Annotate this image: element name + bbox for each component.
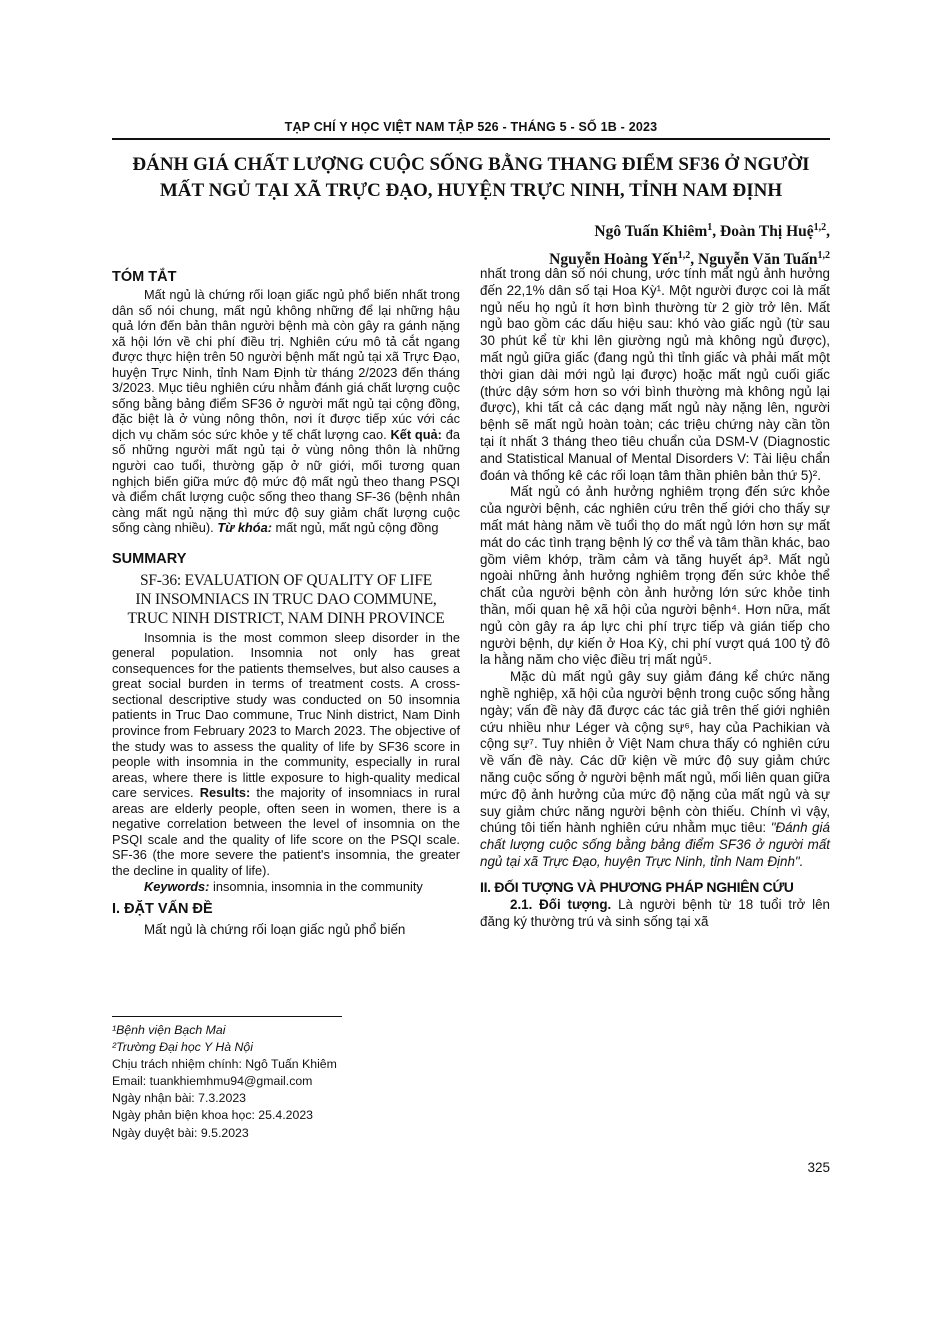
summary-text: Insomnia is the most common sleep disorder in the general population. Insomnia not only has great consequences for the patients themselves, but also causes a great social burden in terms of treatment costs. A cross-sectional descriptive study was conducted on 50 insomnia patients in Truc Dao commune, Truc Ninh district, Nam Dinh province from February 2023 to March 2023. The objective of the study was to assess the quality of life by SF36 score in people with insomnia in the community, especially in rural areas, where there is little exposure to high-quality medical care services.: [112, 629, 460, 801]
author-affiliation: 1,2: [817, 250, 830, 262]
author-separator: ,: [826, 223, 830, 241]
author-affiliation: 1,2: [813, 222, 827, 233]
author-affiliation: 1: [707, 222, 713, 233]
summary-title-line-1: SF-36: EVALUATION OF QUALITY OF LIFE: [139, 571, 433, 589]
summary-title: [112, 571, 460, 628]
footnote-affiliation-1: ¹Bệnh viện Bạch Mai: [112, 1023, 226, 1037]
right-column: [480, 266, 830, 931]
methods-heading: II. ĐỐI TƯỢNG VÀ PHƯƠNG PHÁP NGHIÊN CỨU: [480, 878, 794, 895]
footnote-reviewed: Ngày phản biện khoa học: 25.4.2023: [112, 1108, 314, 1123]
summary-heading: SUMMARY: [112, 550, 187, 567]
summary-title-line-2: IN INSOMNIACS IN TRUC DAO COMMUNE,: [135, 590, 437, 608]
author-name: Ngô Tuấn Khiêm: [594, 223, 708, 241]
author-line-1: [549, 216, 830, 244]
summary-title-line-3: TRUC NINH DISTRICT, NAM DINH PROVINCE: [127, 609, 445, 627]
summary-keywords-label: Keywords:: [144, 878, 210, 894]
abstract-vi-text: Mất ngủ là chứng rối loạn giấc ngủ phổ biến nhất trong dân số nói chung, mất ngủ không những để lại những hậu quả lớn đến bản thân người bệnh mà còn gây ra gánh nặng xã hội lớn về chi phí điều trị. Nghiên cứu mô tả cắt ngang được thực hiện trên 50 người bệnh mất ngủ tại xã Trực Đạo, huyện Trực Ninh, tỉnh Nam Định từ tháng 2/2023 đến tháng 3/2023. Mục tiêu nghiên cứu nhằm đánh giá chất lượng cuộc sống bằng bảng điểm SF36 ở người mất ngủ tại cộng đồng, đặc biệt là ở vùng nông thôn, nơi ít được tiếp xúc với các dịch vụ chăm sóc sức khỏe y tế chất lượng cao.: [112, 287, 460, 442]
intro-paragraph-3: [480, 669, 830, 871]
author-separator: ,: [712, 223, 721, 241]
footnote-received: Ngày nhận bài: 7.3.2023: [112, 1091, 247, 1106]
article-title-line-2: MẤT NGỦ TẠI XÃ TRỰC ĐẠO, HUYỆN TRỰC NINH, TỈNH NAM ĐỊNH: [159, 180, 783, 201]
journal-header: TẠP CHÍ Y HỌC VIỆT NAM TẬP 526 - THÁNG 5 - SỐ 1B - 2023: [284, 120, 658, 134]
author-list: [549, 216, 830, 272]
intro-paragraph-1: nhất trong dân số nói chung, ước tính mất ngủ ảnh hưởng đến 22,1% dân số tại Hoa Kỳ¹. Một người được coi là mất ngủ nếu họ ngủ ít hơn bình thường từ 2 giờ trở lên. Mất ngủ bao gồm các dấu hiệu sau: khó vào giấc ngủ (từ sau 30 phút kể từ khi lên giường ngủ mà không ngủ được), mất ngủ giữa giấc (đang ngủ thì tỉnh giấc và phải mất một thời gian dài mới ngủ lại được) hoặc mất ngủ cuối giấc (thức dậy sớm hơn so với bình thường mà không ngủ lại được), khi tất cả các dạng mất ngủ này nặng lên, người bệnh sẽ mất ngủ hoàn toàn; các triệu chứng này cần tồn tại ít nhất 3 tháng theo tiêu chuẩn của DSM-V (Diagnostic and Statistical Manual of Mental Disorders V: Tài liệu chẩn đoán và thống kê các rối loạn tâm thần phiên bản thứ 5)².: [480, 266, 830, 483]
abstract-vi-results-label: Kết quả:: [390, 426, 442, 442]
abstract-vi-results-text: đa số những người mất ngủ tại ở vùng nông thôn là những người cao tuổi, thường gặp ở nữ giới, mối tương quan nghịch biến giữa mức độ mức độ mất ngủ theo thang PSQI và điểm chất lượng cuộc sống theo thang SF-36 (bệnh nhân càng mất ngủ nặng thì mức độ suy giảm chất lượng cuộc sống càng nhiều).: [112, 426, 460, 536]
abstract-vi-body: [112, 287, 460, 536]
summary-results-label: Results:: [199, 785, 251, 801]
header-rule: [112, 138, 830, 140]
footnote-accepted: Ngày duyệt bài: 9.5.2023: [112, 1125, 249, 1140]
footnote-rule: [112, 1016, 342, 1017]
footnote-affiliation-2: ²Trường Đại học Y Hà Nội: [112, 1040, 253, 1055]
page-number: 325: [807, 1160, 830, 1175]
methods-subject: [480, 897, 830, 931]
summary-keywords: insomnia, insomnia in the community: [212, 878, 423, 894]
intro-paragraph-3-text: Mặc dù mất ngủ gây suy giảm đáng kể chức năng nghề nghiệp, xã hội của người bệnh trong cuộc sống hằng ngày; vấn đề này đã được các tác giả trên thế giới nghiên cứu nhiều như Léger và cộng sự⁶, hay của Pachikian và cộng sự⁷. Tuy nhiên ở Việt Nam chưa thấy có nghiên cứu về vấn đề này. Các dữ kiện về mức độ suy giảm chức năng cuộc sống ở người bệnh mất ngủ, mối liên quan giữa mức độ ảnh hưởng của mức độ nặng của mất ngủ và sự suy giảm chức năng người bệnh còn thiếu. Chính vì vậy, chúng tôi tiến hành nghiên cứu nhằm mục tiêu:: [480, 669, 830, 836]
left-column: [112, 268, 460, 938]
methods-subject-label: 2.1. Đối tượng.: [510, 897, 612, 913]
author-name: Nguyễn Văn Tuấn: [698, 251, 818, 269]
footnotes: [112, 1022, 460, 1142]
article-title-line-1: ĐÁNH GIÁ CHẤT LƯỢNG CUỘC SỐNG BẰNG THANG ĐIỂM SF36 Ở NGƯỜI: [132, 154, 810, 175]
summary-body: [112, 630, 460, 879]
intro-heading: I. ĐẶT VẤN ĐỀ: [112, 901, 213, 918]
author-name: Nguyễn Hoàng Yến: [549, 251, 678, 269]
author-affiliation: 1,2: [677, 250, 691, 262]
intro-paragraph-2: Mất ngủ có ảnh hưởng nghiêm trọng đến sức khỏe của người bệnh, các nghiên cứu trên thế giới cho thấy sự mất mát hàng năm về tuổi thọ do mất ngủ lớn hơn sự mất mát do các tình trạng bệnh lý cơ thể và tâm thần khác, bao gồm viêm khớp, trầm cảm và tăng huyết áp³. Mất ngủ ngoài những ảnh hưởng nghiêm trọng đến sức khỏe thể chất của người bệnh còn ảnh hưởng lớn sức khỏe tinh thần, mối quan hệ xã hội của người bệnh⁴. Hơn nữa, mất ngủ còn gây ra áp lực chi phí trực tiếp và gián tiếp cho người bệnh, dự kiến ở Hoa Kỳ, chi phí vượt quá 100 tỷ đô la hằng năm cho việc điều trị mất ngủ⁵.: [480, 484, 830, 668]
abstract-vi-heading: TÓM TẮT: [112, 269, 177, 285]
abstract-vi-keywords: mất ngủ, mất ngủ cộng đồng: [275, 520, 439, 536]
article-title: [112, 152, 830, 204]
author-separator: ,: [690, 251, 699, 269]
study-objective: "Đánh giá chất lượng cuộc sống bằng bảng điểm SF36 ở người mất ngủ tại xã Trực Đạo, huyện Trực Ninh, tỉnh Nam Định".: [480, 820, 830, 869]
summary-keywords-line: [112, 879, 460, 895]
author-name: Đoàn Thị Huệ: [720, 223, 814, 241]
summary-results-text: the majority of insomniacs in rural areas are elderly people, often seen in women, there is a negative correlation between the level of insomnia on the PSQI scale and the quality of life score on the PSQI scale. SF-36 (the more severe the patient's insomnia, the greater the decline in quality of life).: [112, 785, 461, 878]
footnote-email: Email: tuankhiemhmu94@gmail.com: [112, 1074, 313, 1089]
abstract-vi-keywords-label: Từ khóa:: [217, 520, 272, 536]
methods-subject-text: Là người bệnh từ 18 tuổi trở lên đăng ký thường trú và sinh sống tại xã: [480, 897, 830, 930]
intro-first-line: Mất ngủ là chứng rối loạn giấc ngủ phổ biến: [144, 922, 406, 938]
footnote-corresponding: Chịu trách nhiệm chính: Ngô Tuấn Khiêm: [112, 1057, 337, 1072]
